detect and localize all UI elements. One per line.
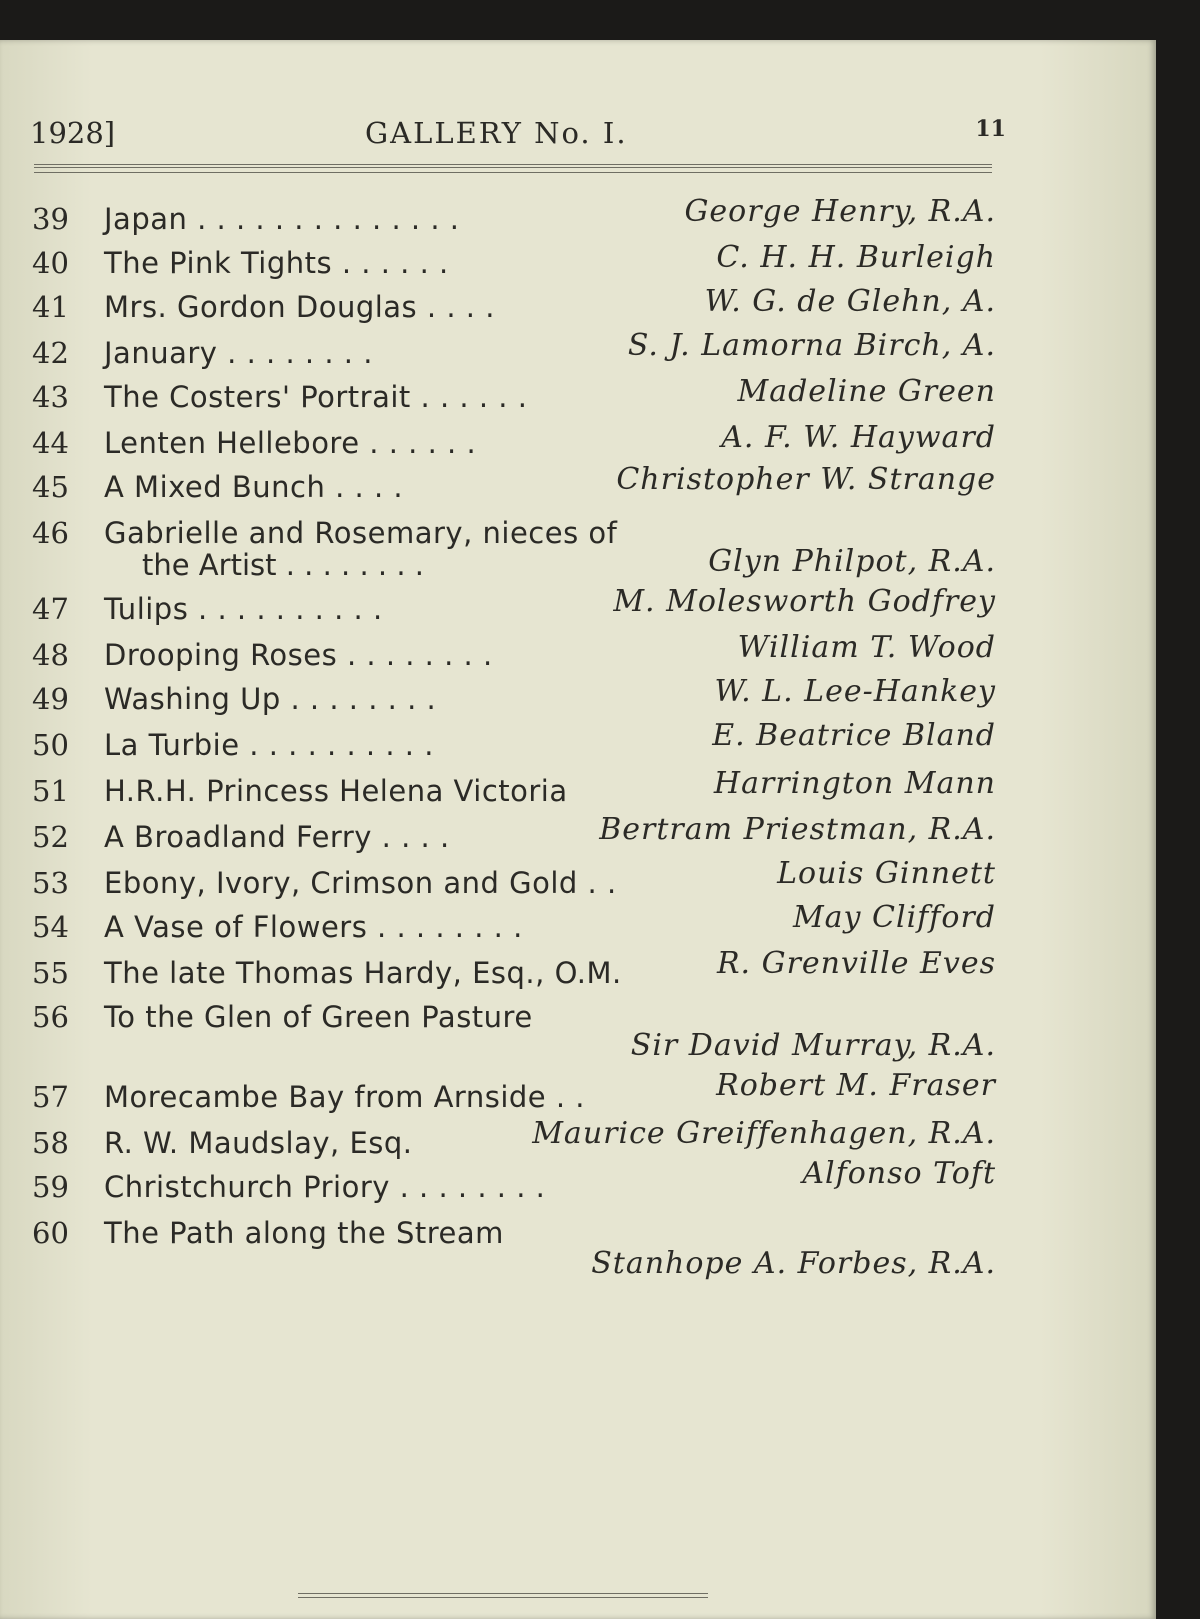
entry-number: 50 — [32, 728, 69, 762]
entry-title: Gabrielle and Rosemary, nieces of — [104, 516, 618, 550]
entry-artist: W. G. de Glehn, A. — [704, 284, 996, 319]
entry-number: 57 — [32, 1080, 69, 1114]
entry-artist: Bertram Priestman, R.A. — [599, 812, 996, 847]
entry-number: 53 — [32, 866, 69, 900]
entry-artist: Madeline Green — [737, 374, 996, 409]
entry-artist: R. Grenville Eves — [716, 946, 996, 981]
catalogue-page — [0, 40, 1156, 1619]
entry-artist: Sir David Murray, R.A. — [630, 1028, 996, 1063]
entry-number: 59 — [32, 1170, 69, 1204]
entry-title: La Turbie . . . . . . . . . . — [104, 728, 434, 762]
entry-subtitle: the Artist . . . . . . . . — [142, 548, 424, 582]
entry-title: Christchurch Priory . . . . . . . . — [104, 1170, 546, 1204]
entry-number: 56 — [32, 1000, 69, 1034]
entry-artist: William T. Wood — [737, 630, 996, 665]
entry-number: 52 — [32, 820, 69, 854]
entry-artist: Maurice Greiffenhagen, R.A. — [532, 1116, 996, 1151]
entry-title: Japan . . . . . . . . . . . . . . — [104, 202, 460, 236]
entry-artist: Christopher W. Strange — [616, 462, 996, 497]
entry-title: Mrs. Gordon Douglas . . . . — [104, 290, 495, 324]
entry-title: To the Glen of Green Pasture — [104, 1000, 533, 1034]
entry-title: Ebony, Ivory, Crimson and Gold . . — [104, 866, 617, 900]
entry-number: 51 — [32, 774, 69, 808]
entry-number: 47 — [32, 592, 69, 626]
entry-title: The Path along the Stream — [104, 1216, 504, 1250]
entry-artist: Louis Ginnett — [777, 856, 996, 891]
entry-number: 58 — [32, 1126, 69, 1160]
entry-number: 40 — [32, 246, 69, 280]
entry-artist: E. Beatrice Bland — [712, 718, 996, 753]
entry-title: Tulips . . . . . . . . . . — [104, 592, 383, 626]
entry-title: January . . . . . . . . — [104, 336, 373, 370]
entry-title: A Mixed Bunch . . . . — [104, 470, 404, 504]
entry-artist: Harrington Mann — [713, 766, 996, 801]
entry-title: Morecambe Bay from Arnside . . — [104, 1080, 585, 1114]
entry-artist: George Henry, R.A. — [684, 194, 996, 229]
entry-title: The Pink Tights . . . . . . — [104, 246, 449, 280]
entry-title: Washing Up . . . . . . . . — [104, 682, 437, 716]
catalogue-entry — [0, 1216, 1000, 1296]
entry-number: 46 — [32, 516, 69, 550]
footer-rule — [298, 1593, 708, 1598]
entry-number: 42 — [32, 336, 69, 370]
header-title: GALLERY No. I. — [365, 116, 628, 150]
catalogue-list — [0, 40, 1000, 1360]
entry-number: 60 — [32, 1216, 69, 1250]
entry-artist: May Clifford — [792, 900, 996, 935]
entry-title: The late Thomas Hardy, Esq., O.M. — [104, 956, 622, 990]
entry-title: Drooping Roses . . . . . . . . — [104, 638, 493, 672]
entry-number: 45 — [32, 470, 69, 504]
entry-artist: A. F. W. Hayward — [721, 420, 996, 455]
entry-artist: Glyn Philpot, R.A. — [708, 544, 996, 579]
entry-title: A Broadland Ferry . . . . — [104, 820, 450, 854]
entry-title: H.R.H. Princess Helena Victoria — [104, 774, 568, 808]
page-number: 11 — [975, 116, 1006, 142]
entry-artist: Stanhope A. Forbes, R.A. — [591, 1246, 996, 1281]
entry-number: 43 — [32, 380, 69, 414]
entry-artist: Robert M. Fraser — [716, 1068, 996, 1103]
entry-number: 54 — [32, 910, 69, 944]
entry-number: 44 — [32, 426, 69, 460]
entry-title: Lenten Hellebore . . . . . . — [104, 426, 477, 460]
entry-artist: C. H. H. Burleigh — [716, 240, 996, 275]
entry-artist: M. Molesworth Godfrey — [613, 584, 996, 619]
entry-number: 41 — [32, 290, 69, 324]
entry-number: 55 — [32, 956, 69, 990]
entry-title: The Costers' Portrait . . . . . . — [104, 380, 528, 414]
entry-title: A Vase of Flowers . . . . . . . . — [104, 910, 523, 944]
entry-artist: W. L. Lee-Hankey — [714, 674, 996, 709]
entry-number: 49 — [32, 682, 69, 716]
header-year: 1928] — [30, 116, 116, 150]
entry-number: 39 — [32, 202, 69, 236]
entry-artist: S. J. Lamorna Birch, A. — [627, 328, 996, 363]
entry-artist: Alfonso Toft — [802, 1156, 996, 1191]
entry-title: R. W. Maudslay, Esq. — [104, 1126, 413, 1160]
entry-number: 48 — [32, 638, 69, 672]
